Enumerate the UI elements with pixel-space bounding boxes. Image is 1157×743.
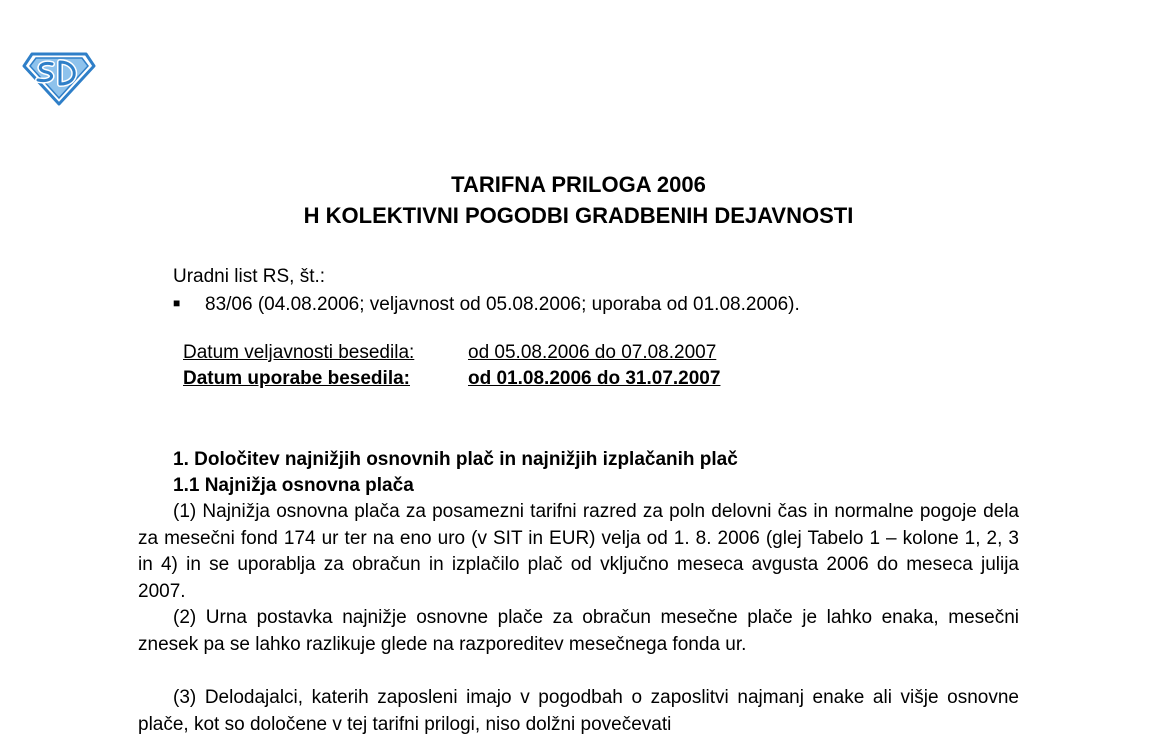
- document-title: TARIFNA PRILOGA 2006: [451, 172, 706, 197]
- validity-date-row: [183, 340, 720, 366]
- gazette-label: Uradni list RS, št.:: [173, 266, 326, 287]
- gazette-item-text: 83/06 (04.08.2006; veljavnost od 05.08.2006; uporaba od 01.08.2006).: [205, 294, 800, 315]
- use-date-value: od 01.08.2006 do 31.07.2007: [468, 368, 721, 389]
- section-heading: 1. Določitev najnižjih osnovnih plač in najnižjih izplačanih plač: [173, 449, 738, 470]
- dates-block: [183, 340, 720, 392]
- use-date-label: Datum uporabe besedila:: [183, 368, 410, 389]
- section-subheading: 1.1 Najnižja osnovna plača: [173, 475, 414, 496]
- square-bullet-icon: ■: [173, 296, 181, 310]
- document-subtitle: H KOLEKTIVNI POGODBI GRADBENIH DEJAVNOSTI: [303, 203, 854, 228]
- paragraph-1: (1) Najnižja osnovna plača za posamezni tarifni razred za poln delovni čas in normalne pogoje dela za mesečni fond 174 ur ter na eno uro (v SIT in EUR) velja od 1. 8. 2006 (glej Tabelo 1 – kolone 1, 2, 3 in 4) in se uporablja za obračun in izplačilo plač od vključno meseca avgusta 2006 do meseca julija 2007.: [138, 501, 1019, 602]
- paragraph-3: (3) Delodajalci, katerih zaposleni imajo v pogodbah o zaposlitvi najmanj enake ali višje osnovne plače, kot so določene v tej tarifni prilogi, niso dolžni povečevati: [138, 687, 1019, 735]
- gazette-list-item: [173, 290, 800, 318]
- validity-date-label: Datum veljavnosti besedila:: [183, 342, 415, 363]
- paragraph-2: (2) Urna postavka najnižje osnovne plače za obračun mesečne plače je lahko enaka, mesečni znesek pa se lahko razlikuje glede na razporeditev mesečnega fonda ur.: [138, 607, 1019, 655]
- validity-date-value: od 05.08.2006 do 07.08.2007: [468, 342, 717, 363]
- sd-logo-icon: [22, 48, 96, 106]
- use-date-row: [183, 366, 720, 392]
